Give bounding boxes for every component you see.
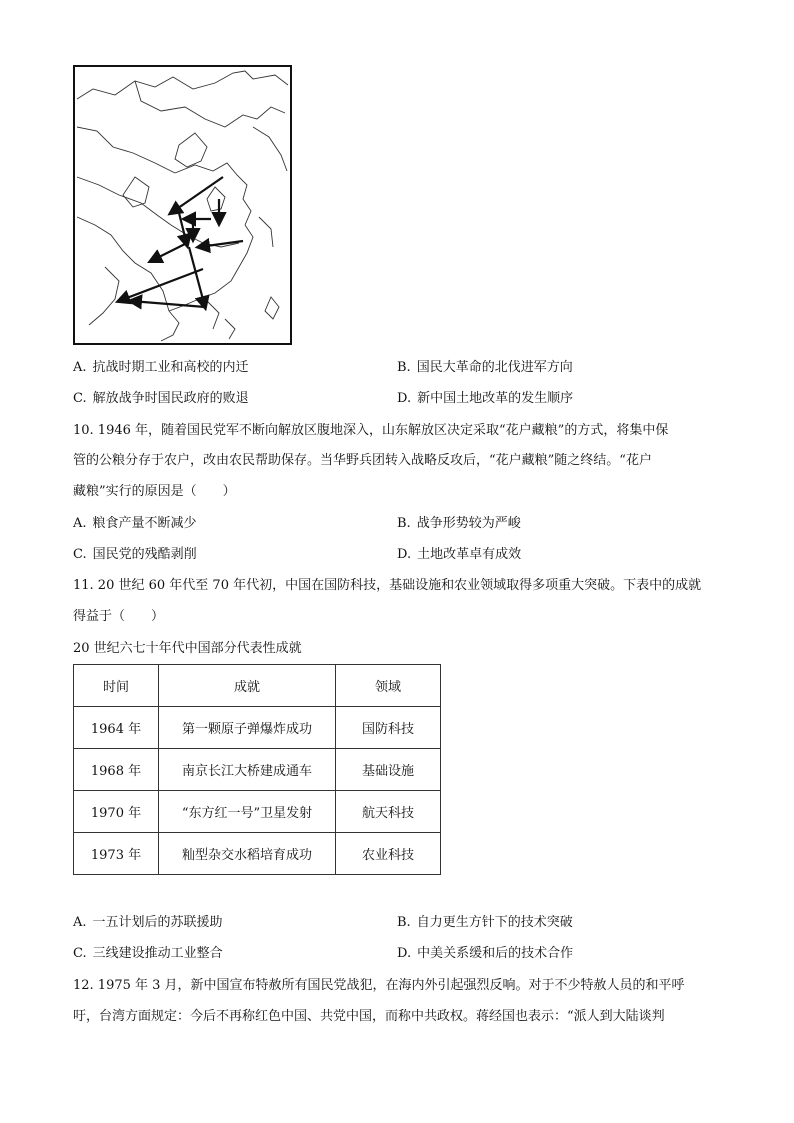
q11-option-c[interactable]: [73, 944, 223, 964]
option-text: 国民党的残酷剥削: [92, 547, 197, 562]
option-text: 新中国土地改革的发生顺序: [417, 391, 574, 406]
cell-field: 国防科技: [336, 707, 441, 749]
option-letter: B.: [397, 516, 411, 531]
option-letter: B.: [397, 360, 411, 375]
q9-option-a[interactable]: [73, 358, 249, 378]
q10-option-c[interactable]: [73, 545, 197, 565]
cell-achievement: 籼型杂交水稻培育成功: [159, 833, 336, 875]
option-letter: A.: [73, 360, 87, 375]
q12-stem-line-2: 吁，台湾方面规定：今后不再称红色中国、共党中国，而称中共政权。蒋经国也表示：“派人到大陆谈判: [73, 1009, 665, 1024]
q10-option-d[interactable]: [397, 545, 521, 565]
cell-field: 基础设施: [336, 749, 441, 791]
q12-stem-line-1: 12. 1975 年 3 月，新中国宣布特赦所有国民党战犯，在海内外引起强烈反响。对于不少特赦人员的和平呼: [73, 978, 685, 993]
q11-stem-line-1: 11. 20 世纪 60 年代至 70 年代初，中国在国防科技，基础设施和农业领域取得多项重大突破。下表中的成就: [73, 578, 702, 593]
option-text: 一五计划后的苏联援助: [92, 915, 223, 930]
table-row: [74, 833, 441, 875]
q9-option-b[interactable]: [397, 358, 573, 378]
option-text: 解放战争时国民政府的败退: [92, 391, 249, 406]
option-letter: D.: [397, 946, 412, 961]
option-text: 粮食产量不断减少: [92, 516, 197, 531]
option-letter: C.: [73, 391, 87, 406]
q11-option-a[interactable]: [73, 913, 223, 933]
q10-stem-line-2: 管的公粮分存于农户，改由农民帮助保存。当华野兵团转入战略反攻后，“花户藏粮”随之终结。“花户: [73, 453, 652, 468]
q10-option-b[interactable]: [397, 514, 521, 534]
option-letter: D.: [397, 547, 412, 562]
cell-achievement: 南京长江大桥建成通车: [159, 749, 336, 791]
option-text: 国民大革命的北伐进军方向: [416, 360, 573, 375]
q11-stem-line-2: 得益于（ ）: [73, 609, 165, 624]
cell-time: 1968 年: [74, 749, 159, 791]
table-row: [74, 791, 441, 833]
table-row: [74, 707, 441, 749]
option-letter: A.: [73, 516, 87, 531]
header-achievement: 成就: [159, 665, 336, 707]
cell-field: 农业科技: [336, 833, 441, 875]
china-map-figure: [73, 65, 292, 345]
cell-field: 航天科技: [336, 791, 441, 833]
option-text: 中美关系缓和后的技术合作: [417, 946, 574, 961]
header-time: 时间: [74, 665, 159, 707]
option-text: 抗战时期工业和高校的内迁: [92, 360, 249, 375]
achievements-table: [73, 664, 441, 875]
option-text: 战争形势较为严峻: [416, 516, 521, 531]
arrow-map-svg: [75, 67, 290, 343]
option-letter: C.: [73, 946, 87, 961]
q9-option-c[interactable]: [73, 389, 249, 409]
option-text: 自力更生方针下的技术突破: [416, 915, 573, 930]
cell-time: 1973 年: [74, 833, 159, 875]
option-letter: B.: [397, 915, 411, 930]
table-header-row: [74, 665, 441, 707]
option-letter: D.: [397, 391, 412, 406]
q10-stem-line-3: 藏粮”实行的原因是（ ）: [73, 484, 236, 499]
q11-table-title: 20 世纪六七十年代中国部分代表性成就: [73, 641, 302, 656]
q11-option-b[interactable]: [397, 913, 573, 933]
option-text: 三线建设推动工业整合: [92, 946, 223, 961]
q9-option-d[interactable]: [397, 389, 573, 409]
cell-time: 1964 年: [74, 707, 159, 749]
option-letter: A.: [73, 915, 87, 930]
option-text: 土地改革卓有成效: [417, 547, 522, 562]
cell-time: 1970 年: [74, 791, 159, 833]
table-row: [74, 749, 441, 791]
cell-achievement: “东方红一号”卫星发射: [159, 791, 336, 833]
q10-stem-line-1: 10. 1946 年，随着国民党军不断向解放区腹地深入，山东解放区决定采取“花户藏粮”的方式，将集中保: [73, 423, 669, 438]
header-field: 领域: [336, 665, 441, 707]
q10-option-a[interactable]: [73, 514, 197, 534]
q11-option-d[interactable]: [397, 944, 573, 964]
option-letter: C.: [73, 547, 87, 562]
cell-achievement: 第一颗原子弹爆炸成功: [159, 707, 336, 749]
